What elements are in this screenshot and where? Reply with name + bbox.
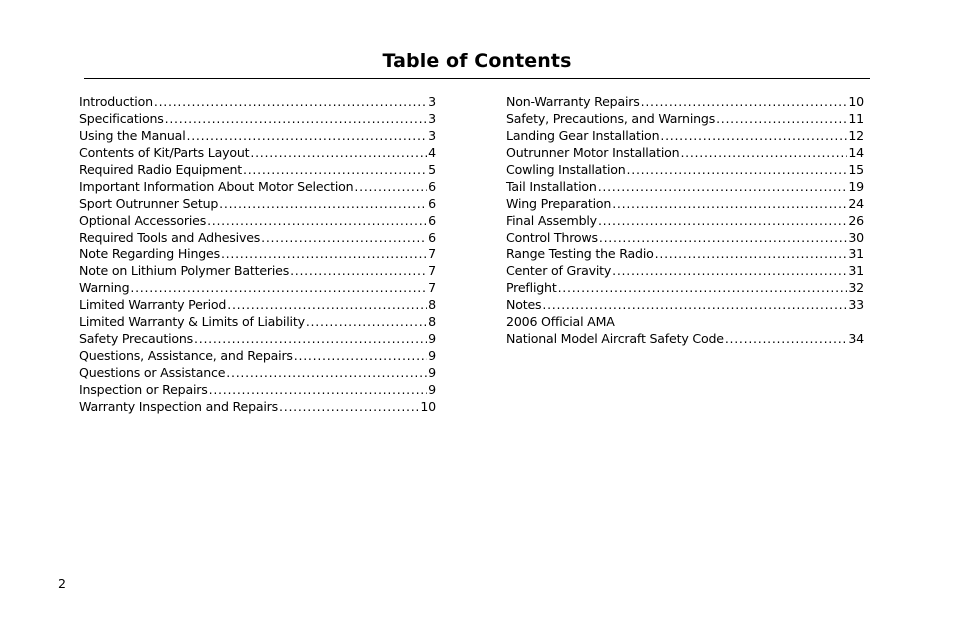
dot-leader	[655, 246, 848, 263]
title-divider	[84, 78, 870, 79]
toc-entry[interactable]	[79, 111, 436, 128]
toc-entry-label: Important Information About Motor Selection	[79, 178, 354, 194]
toc-entry-label: Using the Manual	[79, 127, 186, 143]
dot-leader	[261, 230, 427, 247]
toc-entry-label: Limited Warranty Period	[79, 297, 227, 313]
toc-entry-page: 6	[428, 229, 436, 245]
toc-entry-label: Questions, Assistance, and Repairs	[79, 348, 293, 364]
toc-entry-label: Center of Gravity	[506, 263, 612, 279]
toc-entry-label: Note on Lithium Polymer Batteries	[79, 263, 290, 279]
dot-leader	[187, 128, 428, 145]
toc-entry-label: Tail Installation	[506, 178, 597, 194]
dot-leader	[290, 263, 427, 280]
toc-entry-page: 9	[428, 348, 436, 364]
toc-entry-label: National Model Aircraft Safety Code	[506, 331, 724, 347]
toc-entry-page: 6	[428, 195, 436, 211]
dot-leader	[354, 179, 427, 196]
toc-entry[interactable]	[506, 111, 864, 128]
dot-leader	[279, 399, 419, 416]
toc-entry[interactable]	[79, 365, 436, 382]
toc-entry[interactable]	[506, 280, 864, 297]
toc-entry-page: 9	[428, 381, 436, 397]
toc-entry-page: 6	[428, 178, 436, 194]
toc-entry-page: 32	[848, 280, 864, 296]
toc-entry-page: 30	[848, 229, 864, 245]
dot-leader	[598, 179, 848, 196]
toc-entry-label: Introduction	[79, 94, 153, 109]
dot-leader	[612, 263, 847, 280]
dot-leader	[227, 297, 427, 314]
page-number: 2	[58, 576, 67, 591]
toc-entry[interactable]	[79, 263, 436, 280]
toc-entry-label: Range Testing the Radio	[506, 246, 654, 262]
toc-entry-page: 15	[848, 161, 864, 177]
toc-entry-label: Contents of Kit/Parts Layout	[79, 144, 250, 160]
toc-entry[interactable]	[506, 179, 864, 196]
toc-entry[interactable]	[506, 128, 864, 145]
toc-entry-label: Notes	[506, 297, 542, 313]
toc-entry[interactable]	[506, 145, 864, 162]
toc-entry-page: 10	[420, 398, 436, 414]
toc-entry[interactable]	[79, 348, 436, 365]
toc-right-column	[506, 94, 864, 348]
toc-entry[interactable]	[79, 382, 436, 399]
dot-leader	[558, 280, 848, 297]
toc-entry-page: 7	[428, 280, 436, 296]
toc-entry[interactable]	[79, 162, 436, 179]
dot-leader	[725, 331, 848, 348]
toc-entry-label: Final Assembly	[506, 212, 597, 228]
toc-entry[interactable]	[506, 94, 864, 111]
toc-entry-label: Warranty Inspection and Repairs	[79, 398, 279, 414]
dot-leader	[209, 382, 428, 399]
toc-entry-page: 3	[428, 94, 436, 109]
toc-entry-page: 14	[848, 144, 864, 160]
toc-entry-page: 9	[428, 331, 436, 347]
toc-entry-label: Cowling Installation	[506, 161, 626, 177]
dot-leader	[207, 213, 427, 230]
toc-entry-label: Required Radio Equipment	[79, 161, 243, 177]
toc-entry[interactable]	[506, 196, 864, 213]
toc-entry-label: Landing Gear Installation	[506, 127, 660, 143]
toc-entry-page: 10	[848, 94, 864, 109]
dot-leader	[612, 196, 847, 213]
dot-leader	[627, 162, 848, 179]
toc-entry-page: 4	[428, 144, 436, 160]
toc-entry-page: 31	[848, 263, 864, 279]
dot-leader	[716, 111, 847, 128]
toc-entry-label: Questions or Assistance	[79, 365, 226, 380]
dot-leader	[243, 162, 427, 179]
toc-entry-page: 6	[428, 212, 436, 228]
toc-entry[interactable]	[506, 263, 864, 280]
toc-entry-page: 8	[428, 297, 436, 313]
toc-entry-page: 9	[428, 365, 436, 380]
toc-entry-page: 7	[428, 263, 436, 279]
dot-leader	[130, 280, 427, 297]
toc-entry-label: Control Throws	[506, 229, 598, 245]
toc-entry-page: 3	[428, 127, 436, 143]
toc-entry[interactable]	[79, 246, 436, 263]
dot-leader	[226, 365, 427, 382]
toc-entry-page: 26	[848, 212, 864, 228]
toc-entry[interactable]	[506, 331, 864, 348]
toc-entry-label: 2006 Official AMA	[506, 314, 615, 330]
toc-entry-label: Required Tools and Adhesives	[79, 229, 261, 245]
toc-entry-page: 3	[428, 110, 436, 126]
toc-entry-label: Preflight	[506, 280, 557, 296]
toc-entry[interactable]	[79, 331, 436, 348]
dot-leader	[250, 145, 427, 162]
dot-leader	[194, 331, 427, 348]
toc-entry-label: Safety, Precautions, and Warnings	[506, 110, 716, 126]
dot-leader	[219, 196, 427, 213]
toc-entry[interactable]	[79, 230, 436, 247]
dot-leader	[165, 111, 428, 128]
toc-entry[interactable]	[79, 94, 436, 111]
toc-entry[interactable]	[79, 145, 436, 162]
toc-entry[interactable]	[506, 230, 864, 247]
dot-leader	[221, 246, 427, 263]
dot-leader	[306, 314, 427, 331]
toc-entry-label: Outrunner Motor Installation	[506, 144, 680, 160]
dot-leader	[294, 348, 427, 365]
toc-entry-label: Optional Accessories	[79, 212, 207, 228]
toc-left-column	[79, 94, 436, 416]
toc-entry-page: 34	[848, 331, 864, 347]
toc-entry-label: Wing Preparation	[506, 195, 612, 211]
toc-entry[interactable]	[79, 128, 436, 145]
toc-entry-label: Non-Warranty Repairs	[506, 94, 640, 109]
toc-entry[interactable]	[79, 179, 436, 196]
toc-entry-label: Safety Precautions	[79, 331, 194, 347]
toc-entry[interactable]	[79, 213, 436, 230]
toc-entry-page: 8	[428, 314, 436, 330]
toc-entry[interactable]	[506, 246, 864, 263]
dot-leader	[680, 145, 847, 162]
toc-entry[interactable]	[79, 297, 436, 314]
dot-leader	[599, 230, 847, 247]
toc-entry[interactable]	[79, 196, 436, 213]
dot-leader	[542, 297, 847, 314]
toc-entry-label: Warning	[79, 280, 130, 296]
toc-entry-page: 24	[848, 195, 864, 211]
toc-entry-page: 5	[428, 161, 436, 177]
page-title: Table of Contents	[382, 50, 572, 72]
toc-entry-page: 12	[848, 127, 864, 143]
dot-leader	[598, 213, 847, 230]
toc-entry-page: 11	[848, 110, 864, 126]
dot-leader	[154, 94, 427, 111]
toc-entry-page: 19	[848, 178, 864, 194]
toc-entry[interactable]	[506, 297, 864, 314]
dot-leader	[641, 94, 848, 111]
toc-entry-label: Sport Outrunner Setup	[79, 195, 219, 211]
toc-entry-page: 7	[428, 246, 436, 262]
toc-entry[interactable]	[506, 213, 864, 230]
toc-entry[interactable]	[79, 399, 436, 416]
toc-entry-page: 31	[848, 246, 864, 262]
toc-entry-label: Limited Warranty & Limits of Liability	[79, 314, 305, 330]
toc-entry[interactable]	[506, 314, 864, 331]
toc-entry[interactable]	[79, 280, 436, 297]
toc-entry[interactable]	[506, 162, 864, 179]
toc-entry[interactable]	[79, 314, 436, 331]
toc-entry-label: Specifications	[79, 110, 164, 126]
toc-entry-page: 33	[848, 297, 864, 313]
toc-entry-label: Inspection or Repairs	[79, 381, 208, 397]
toc-entry-label: Note Regarding Hinges	[79, 246, 220, 262]
dot-leader	[660, 128, 847, 145]
